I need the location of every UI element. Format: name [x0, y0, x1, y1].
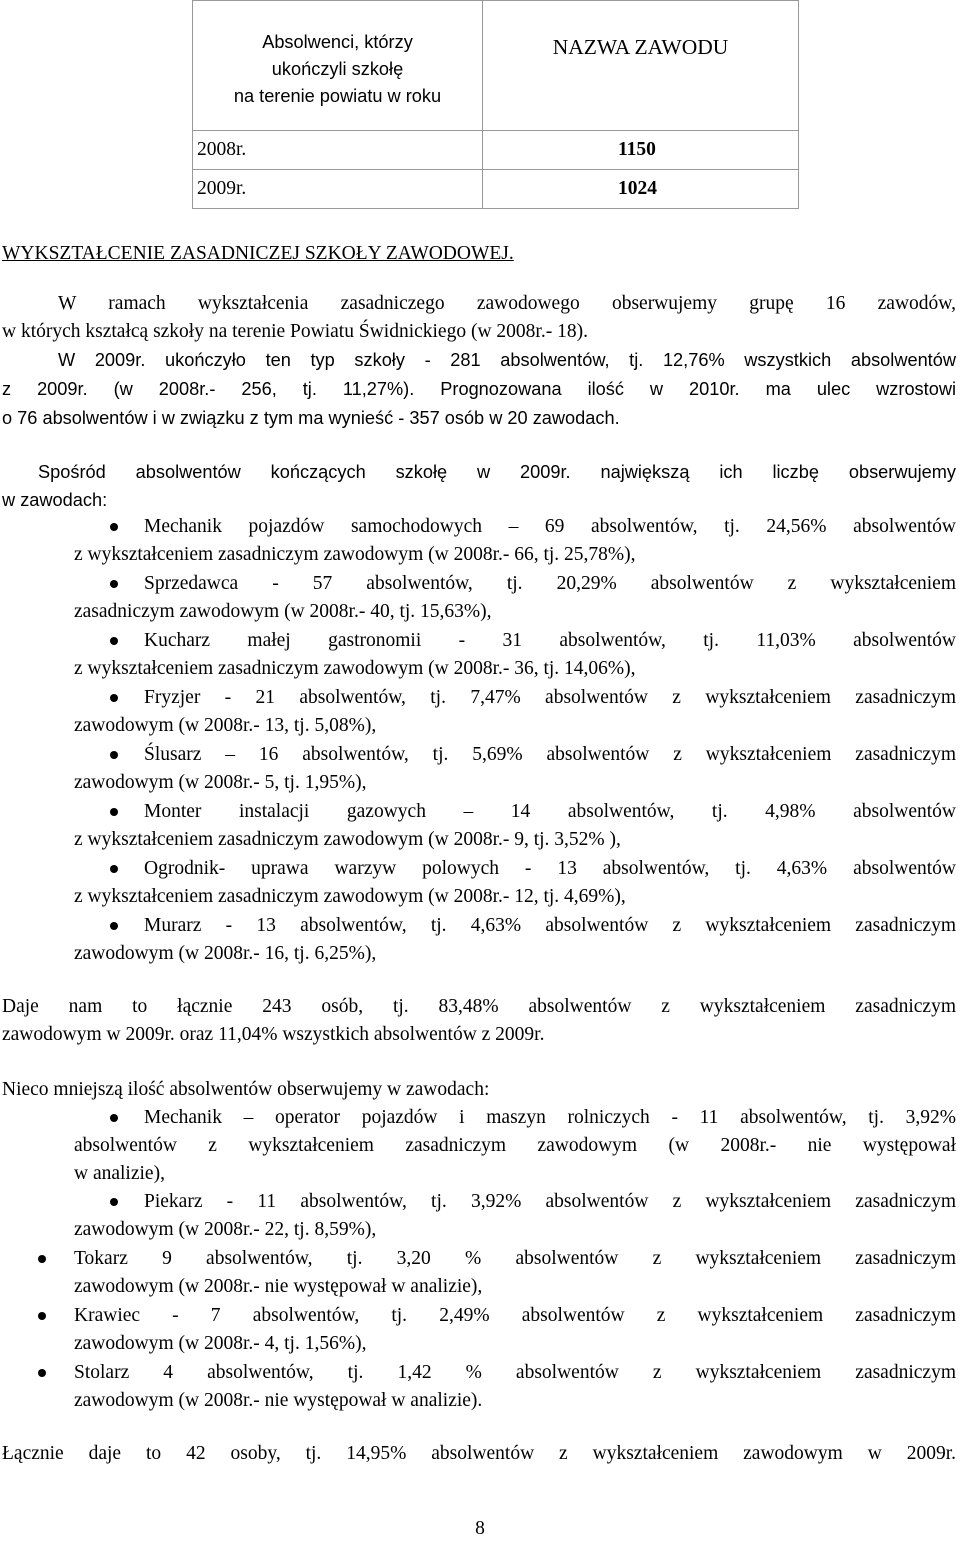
table-cell-year: 2008r.: [193, 131, 483, 170]
intro-line: o 76 absolwentów i w związku z tym ma wynieść - 357 osób w 20 zawodach.: [2, 408, 620, 428]
list-item: Ogrodnik- uprawa warzyw polowych - 13 absolwentów, tj. 4,63% absolwentów: [144, 858, 956, 879]
bullet-icon: [110, 1114, 118, 1122]
table-row: [193, 131, 799, 170]
paragraph-line: w zawodach:: [2, 490, 108, 510]
bullet-icon: [110, 865, 118, 873]
table-row: [193, 170, 799, 209]
intro-line: W 2009r. ukończyło ten typ szkoły - 281 absolwentów, tj. 12,76% wszystkich absolwentów: [58, 350, 956, 370]
list-item: Ślusarz – 16 absolwentów, tj. 5,69% absolwentów z wykształceniem zasadniczym: [144, 744, 956, 765]
list-item: Mechanik – operator pojazdów i maszyn rolniczych - 11 absolwentów, tj. 3,92%: [144, 1107, 956, 1128]
bullet-icon: [110, 523, 118, 531]
list-item-continuation: w analizie),: [74, 1163, 165, 1184]
header-line: Absolwenci, którzy: [262, 32, 413, 52]
list-item: Fryzjer - 21 absolwentów, tj. 7,47% absolwentów z wykształceniem zasadniczym: [144, 687, 956, 708]
list-item: Sprzedawca - 57 absolwentów, tj. 20,29% absolwentów z wykształceniem: [144, 573, 956, 594]
list-item: Piekarz - 11 absolwentów, tj. 3,92% absolwentów z wykształceniem zasadniczym: [144, 1191, 956, 1212]
bullet-icon: [110, 922, 118, 930]
list-item: Monter instalacji gazowych – 14 absolwentów, tj. 4,98% absolwentów: [144, 801, 956, 822]
list-item: Kucharz małej gastronomii - 31 absolwentów, tj. 11,03% absolwentów: [144, 630, 956, 651]
paragraph-line: Spośród absolwentów kończących szkołę w 2009r. największą ich liczbę obserwujemy: [38, 462, 956, 482]
list-item-continuation: zasadniczym zawodowym (w 2008r.- 40, tj. 15,63%),: [74, 601, 492, 622]
bullet-icon: [110, 808, 118, 816]
list-item: Tokarz 9 absolwentów, tj. 3,20 % absolwentów z wykształceniem zasadniczym: [74, 1248, 956, 1269]
table-cell-value: 1150: [483, 131, 799, 170]
profession-header: NAZWA ZAWODU: [552, 35, 729, 59]
header-line: na terenie powiatu w roku: [233, 86, 442, 106]
list-item-continuation: z wykształceniem zasadniczym zawodowym (w 2008r.- 12, tj. 4,69%),: [74, 886, 626, 907]
list-item: Krawiec - 7 absolwentów, tj. 2,49% absolwentów z wykształceniem zasadniczym: [74, 1305, 956, 1326]
list-item-continuation: z wykształceniem zasadniczym zawodowym (w 2008r.- 66, tj. 25,78%),: [74, 544, 636, 565]
table-header-cell-profession: [483, 1, 799, 131]
page-number: 8: [475, 1518, 485, 1539]
header-line: ukończyli szkołę: [271, 59, 404, 79]
list-item-continuation: zawodowym (w 2008r.- 16, tj. 6,25%),: [74, 943, 377, 964]
table-cell-value: 1024: [483, 170, 799, 209]
summary-table: [192, 0, 799, 209]
bullet-icon: [110, 751, 118, 759]
summary-line: Łącznie daje to 42 osoby, tj. 14,95% absolwentów z wykształceniem zawodowym w 2009r.: [2, 1443, 956, 1464]
intro-line: z 2009r. (w 2008r.- 256, tj. 11,27%). Prognozowana ilość w 2010r. ma ulec wzrostowi: [2, 379, 956, 399]
paragraph-line: Nieco mniejszą ilość absolwentów obserwujemy w zawodach:: [2, 1079, 490, 1100]
bullet-icon: [38, 1255, 46, 1263]
bullet-icon: [110, 637, 118, 645]
table-header-cell-graduates: [193, 1, 483, 131]
bullet-icon: [110, 580, 118, 588]
bullet-icon: [38, 1312, 46, 1320]
table-header-row: [193, 1, 799, 131]
bullet-icon: [110, 694, 118, 702]
summary-line: Daje nam to łącznie 243 osób, tj. 83,48% absolwentów z wykształceniem zasadniczym: [2, 996, 956, 1017]
list-item-continuation: zawodowym (w 2008r.- 13, tj. 5,08%),: [74, 715, 377, 736]
list-item-continuation: zawodowym (w 2008r.- 22, tj. 8,59%),: [74, 1219, 377, 1240]
list-item: Stolarz 4 absolwentów, tj. 1,42 % absolwentów z wykształceniem zasadniczym: [74, 1362, 956, 1383]
list-item-continuation: z wykształceniem zasadniczym zawodowym (w 2008r.- 9, tj. 3,52% ),: [74, 829, 621, 850]
table-cell-year: 2009r.: [193, 170, 483, 209]
bullet-icon: [38, 1369, 46, 1377]
intro-line: W ramach wykształcenia zasadniczego zawodowego obserwujemy grupę 16 zawodów,: [58, 293, 956, 314]
intro-line: w których kształcą szkoły na terenie Powiatu Świdnickiego (w 2008r.- 18).: [2, 321, 588, 342]
list-item-continuation: zawodowym (w 2008r.- nie występował w analizie).: [74, 1390, 483, 1411]
list-item-continuation: zawodowym (w 2008r.- nie występował w analizie),: [74, 1276, 483, 1297]
bullet-icon: [110, 1198, 118, 1206]
list-item-continuation: zawodowym (w 2008r.- 5, tj. 1,95%),: [74, 772, 367, 793]
list-item-continuation: absolwentów z wykształceniem zasadniczym zawodowym (w 2008r.- nie występował: [74, 1135, 956, 1156]
section-title: WYKSZTAŁCENIE ZASADNICZEJ SZKOŁY ZAWODOWEJ.: [2, 243, 514, 264]
list-item-continuation: z wykształceniem zasadniczym zawodowym (w 2008r.- 36, tj. 14,06%),: [74, 658, 636, 679]
list-item: Murarz - 13 absolwentów, tj. 4,63% absolwentów z wykształceniem zasadniczym: [144, 915, 956, 936]
summary-line: zawodowym w 2009r. oraz 11,04% wszystkich absolwentów z 2009r.: [2, 1024, 545, 1045]
list-item-continuation: zawodowym (w 2008r.- 4, tj. 1,56%),: [74, 1333, 367, 1354]
list-item: Mechanik pojazdów samochodowych – 69 absolwentów, tj. 24,56% absolwentów: [144, 516, 956, 537]
